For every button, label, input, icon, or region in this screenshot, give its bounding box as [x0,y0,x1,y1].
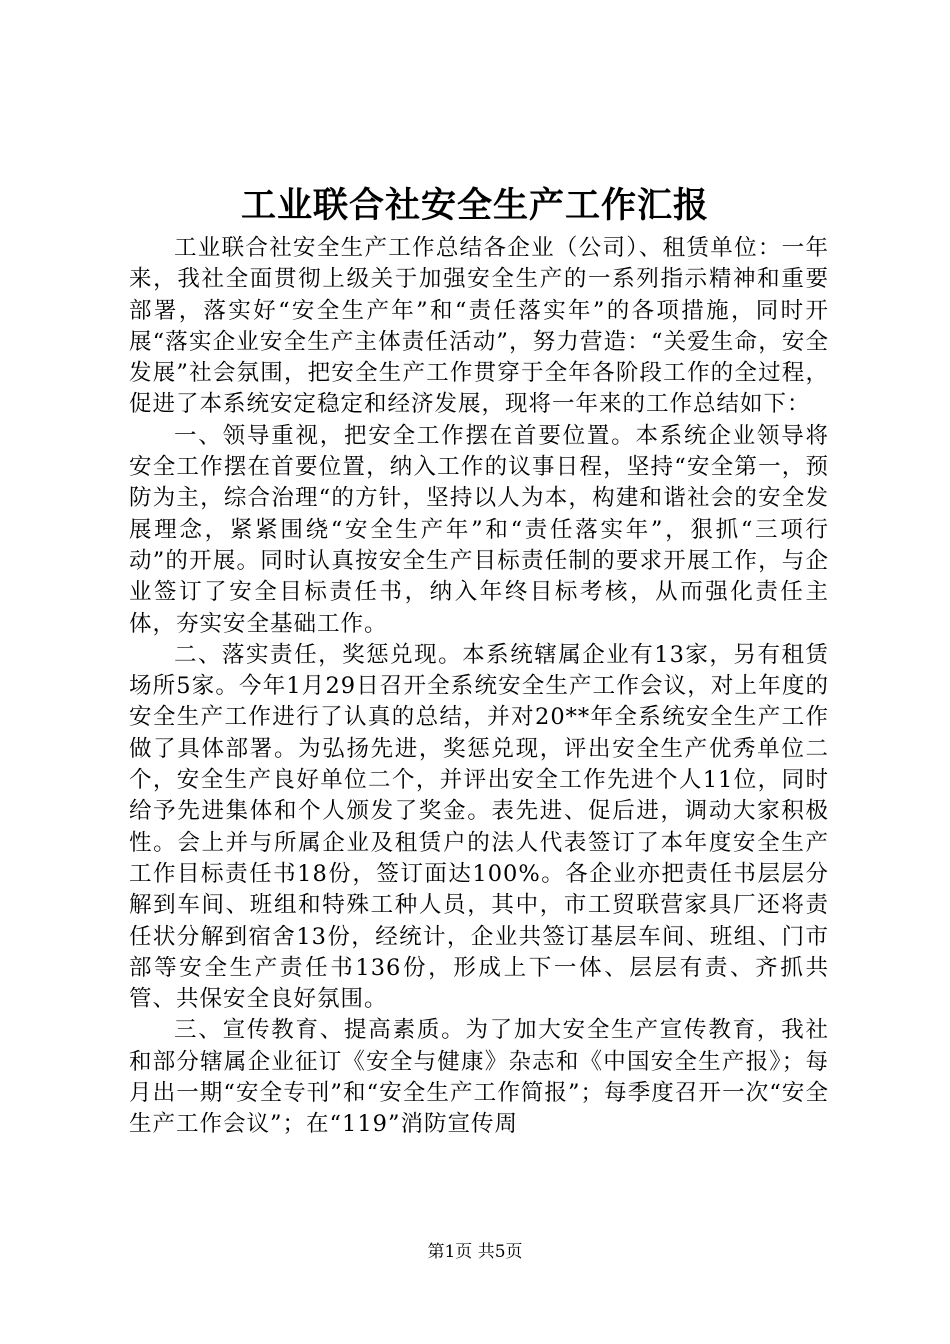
paragraph-intro: 工业联合社安全生产工作总结各企业（公司）、租赁单位：一年来，我社全面贯彻上级关于加强安全生产的一系列指示精神和重要部署，落实好“安全生产年”和“责任落实年”的各项措施，同时开展“落实企业安全生产主体责任活动”，努力营造：“关爱生命，安全发展”社会氛围，把安全生产工作贯穿于全年各阶段工作的全过程，促进了本系统安定稳定和经济发展，现将一年来的工作总结如下： [129,235,829,418]
page-number-footer: 第1页 共5页 [427,1242,523,1262]
paragraph-section-3: 三、宣传教育、提高素质。为了加大安全生产宣传教育，我社和部分辖属企业征订《安全与健康》杂志和《中国安全生产报》；每月出一期“安全专刊”和“安全生产工作简报”；每季度召开一次“安全生产工作会议”；在“119”消防宣传周 [129,1017,829,1138]
paragraph-section-1: 一、领导重视，把安全工作摆在首要位置。本系统企业领导将安全工作摆在首要位置，纳入工作的议事日程，坚持“安全第一，预防为主，综合治理“的方针，坚持以人为本，构建和谐社会的安全发展理念，紧紧围绕“安全生产年”和“责任落实年”，狠抓“三项行动”的开展。同时认真按安全生产目标责任制的要求开展工作，与企业签订了安全目标责任书，纳入年终目标考核，从而强化责任主体，夯实安全基础工作。 [129,422,829,637]
paragraph-section-2: 二、落实责任，奖惩兑现。本系统辖属企业有13家，另有租赁场所5家。今年1月29日召开全系统安全生产工作会议，对上年度的安全生产工作进行了认真的总结，并对20**年全系统安全生产工作做了具体部署。为弘扬先进，奖惩兑现，评出安全生产优秀单位二个，安全生产良好单位二个，并评出安全工作先进个人11位，同时给予先进集体和个人颁发了奖金。表先进、促后进，调动大家积极性。会上并与所属企业及租赁户的法人代表签订了本年度安全生产工作目标责任书18份，签订面达100%。各企业亦把责任书层层分解到车间、班组和特殊工种人员，其中，市工贸联营家具厂还将责任状分解到宿舍13份，经统计，企业共签订基层车间、班组、门市部等安全生产责任书136份，形成上下一体、层层有责、齐抓共管、共保安全良好氛围。 [129,641,829,1013]
document-body [129,233,829,1141]
document-title: 工业联合社安全生产工作汇报 [240,185,709,226]
